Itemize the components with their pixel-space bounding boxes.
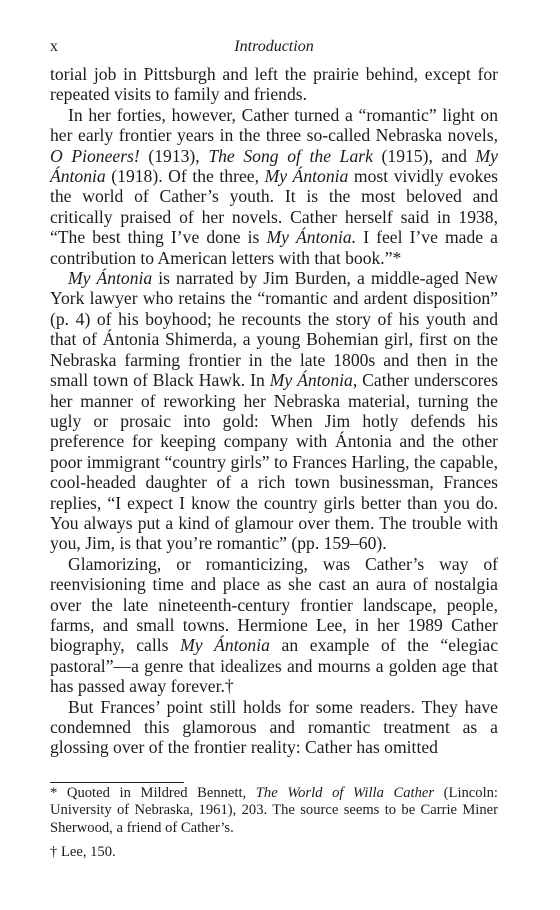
book-page (50, 38, 498, 867)
footnotes (50, 785, 498, 861)
text-run: (1918). Of the three, (105, 166, 265, 187)
paragraph (50, 105, 498, 268)
text-run: In her forties, however, Cather turned a “romantic” light on her early frontier years in the three so-called Nebraska novels, (50, 104, 498, 146)
footnote (50, 785, 498, 838)
text-run: , Cather underscores her manner of reworking her Nebraska material, turning the ugly or prosaic into gold: When Jim hotly defends his preference for keeping company with Ántonia and the other poor immigrant “country girls” to Frances Harling, the capable, cool-headed daughter of a rich town businessman, Frances replies, “I expect I know the country girls better than you do. You always put a kind of glamour over them. The trouble with you, Jim, is that you’re romantic” (pp. 159–60). (50, 370, 499, 554)
paragraph (50, 268, 498, 554)
text-run: † Lee, 150. (50, 843, 116, 860)
italic-title: My Ántonia (269, 370, 353, 391)
italic-title: The Song of the Lark (208, 145, 373, 166)
text-run: is narrated by Jim Burden, a middle-aged New York lawyer who retains the “romantic and ardent disposition” (p. 4) of his boyhood; he recounts the story of his youth and that of Ántonia Shimerda, a young Bohemian girl, first on the Nebraska farming frontier in the late 1800s and then in the small town of Black Hawk. In (50, 268, 499, 391)
page-number: x (50, 38, 58, 55)
text-run: torial job in Pittsburgh and left the prairie behind, except for repeated visits to family and friends. (50, 64, 498, 105)
text-run: most vividly evokes the world of Cather’s youth. It is the most beloved and critically praised of her novels. Cather herself said in 1938, “The best thing I’ve done is (50, 166, 498, 248)
italic-title: The World of Willa Cather (255, 784, 435, 801)
paragraph (50, 64, 498, 105)
italic-title: My Ántonia (264, 166, 349, 187)
text-run: Glamorizing, or romanticizing, was Cather’s way of reenvisioning time and place as she cast an aura of nostalgia over the late nineteenth-century frontier landscape, people, farms, and small towns. Hermione Lee, in her 1989 Cather biography, calls (50, 553, 498, 656)
text-run: (1915), and (372, 145, 476, 166)
text-run: an example of the “elegiac pastoral”—a genre that idealizes and mourns a golden age that has passed away forever.† (50, 635, 498, 697)
text-run: But Frances’ point still holds for some readers. They have condemned this glamorous and romantic treatment as a glossing over of the frontier reality: Cather has omitted (50, 696, 498, 758)
text-run: * Quoted in Mildred Bennett, (50, 784, 256, 801)
body-text (50, 64, 498, 758)
running-head (50, 38, 498, 64)
italic-title: My Ántonia. (266, 227, 357, 248)
text-run: (1913), (139, 145, 209, 166)
text-run: (Lincoln: University of Nebraska, 1961), 203. The source seems to be Carrie Miner Sherwood, a friend of Cather’s. (50, 784, 498, 836)
italic-title: My Ántonia (50, 145, 498, 187)
paragraph (50, 554, 498, 697)
section-title: Introduction (234, 38, 314, 55)
footnote (50, 844, 498, 862)
italic-title: O Pioneers! (50, 145, 140, 166)
text-run: I feel I’ve made a contribution to American letters with that book.”* (50, 227, 498, 268)
paragraph (50, 697, 498, 758)
footnote-divider (50, 782, 184, 783)
italic-title: My Ántonia (68, 268, 153, 289)
italic-title: My Ántonia (180, 635, 270, 656)
